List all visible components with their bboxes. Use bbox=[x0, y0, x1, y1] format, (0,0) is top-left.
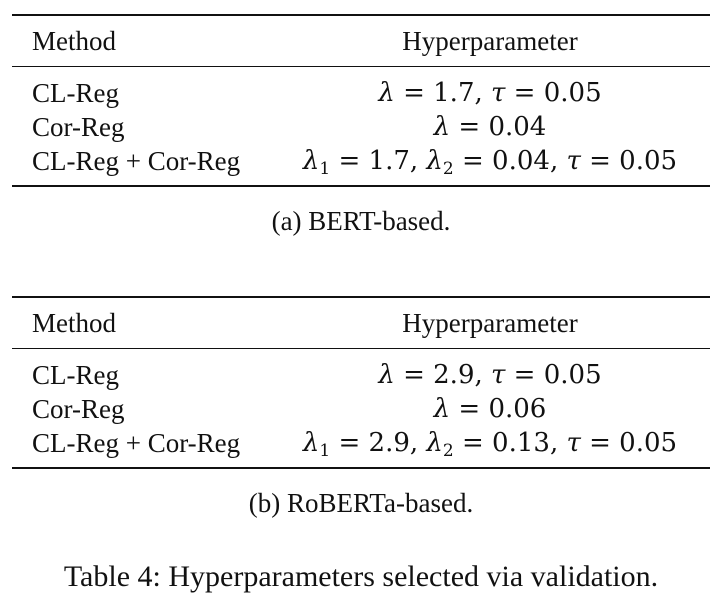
mid-rule bbox=[12, 348, 710, 349]
mid-rule bbox=[12, 66, 710, 67]
bottom-rule bbox=[12, 467, 710, 469]
table-roberta bbox=[12, 282, 710, 472]
subcaption-a: (a) BERT-based. bbox=[271, 206, 451, 236]
row-method: Cor-Reg bbox=[32, 112, 125, 142]
row-method: CL-Reg + Cor-Reg bbox=[32, 146, 241, 176]
bottom-rule bbox=[12, 185, 710, 187]
row-method: CL-Reg bbox=[32, 360, 119, 390]
row-hyperparameter: λ = 0.04 bbox=[433, 112, 547, 142]
row-method: CL-Reg + Cor-Reg bbox=[32, 428, 241, 458]
table-caption: Table 4: Hyperparameters selected via validation. bbox=[63, 560, 659, 593]
row-hyperparameter: $\lambda_1 = 2.9$, $\lambda_2 = 0.13$, τ = 0.05 bbox=[302, 428, 678, 461]
row-hyperparameter: λ = 0.06 bbox=[433, 394, 547, 424]
row-method: Cor-Reg bbox=[32, 394, 125, 424]
header-method: Method bbox=[32, 308, 116, 338]
header-hyperparameter: Hyperparameter bbox=[402, 26, 578, 56]
header-hyperparameter: Hyperparameter bbox=[402, 308, 578, 338]
row-hyperparameter: $\lambda_1 = 1.7$, $\lambda_2 = 0.04$, τ = 0.05 bbox=[302, 146, 678, 179]
header-method: Method bbox=[32, 26, 116, 56]
row-hyperparameter: λ = 2.9, τ = 0.05 bbox=[378, 360, 602, 390]
top-rule bbox=[12, 296, 710, 298]
top-rule bbox=[12, 14, 710, 16]
row-method: CL-Reg bbox=[32, 78, 119, 108]
row-hyperparameter: λ = 1.7, τ = 0.05 bbox=[378, 78, 602, 108]
table-bert bbox=[12, 0, 710, 190]
subcaption-b: (b) RoBERTa-based. bbox=[248, 488, 474, 518]
